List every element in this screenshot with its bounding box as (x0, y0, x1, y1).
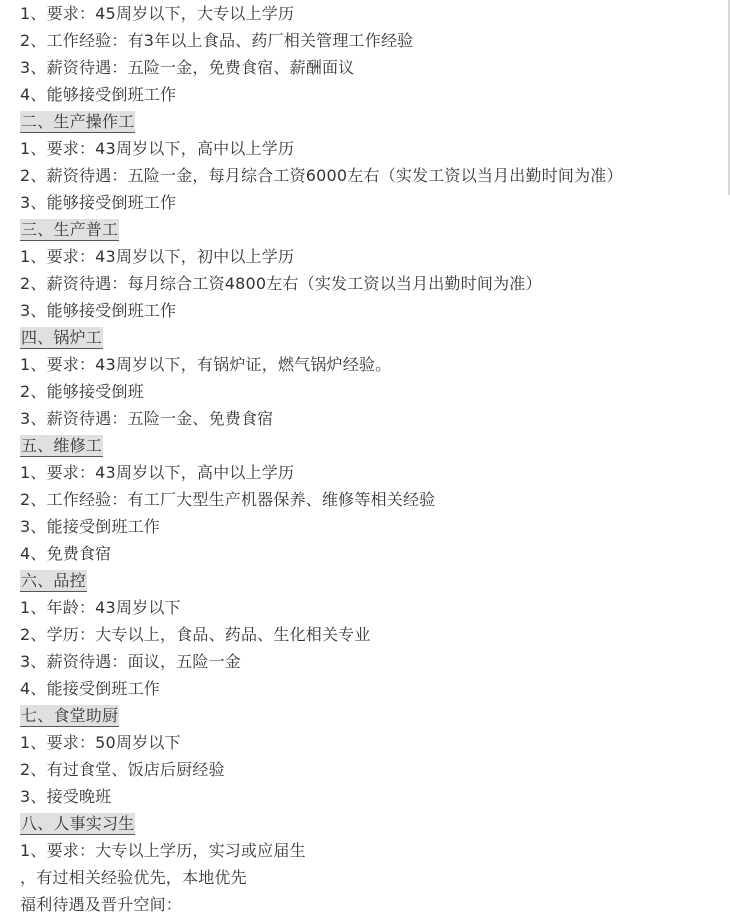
section-maintenance-worker (20, 432, 720, 567)
section-production-operator (20, 108, 720, 216)
list-item: 2、工作经验：有3年以上食品、药厂相关管理工作经验 (20, 31, 414, 50)
section-kitchen-assistant (20, 702, 720, 810)
list-item: 3、薪资待遇：五险一金、免费食宿 (20, 409, 274, 428)
list-item: 2、能够接受倒班 (20, 382, 144, 401)
section-management (20, 0, 720, 108)
list-item: 1、要求：43周岁以下，初中以上学历 (20, 247, 295, 266)
section-heading: 二、生产操作工 (21, 112, 135, 131)
section-production-worker (20, 216, 720, 324)
list-item: 3、能够接受倒班工作 (20, 193, 177, 212)
list-item: 4、能够接受倒班工作 (20, 85, 177, 104)
section-heading: 五、维修工 (21, 436, 103, 455)
list-item: 3、能够接受倒班工作 (20, 301, 177, 320)
list-item: 2、薪资待遇：五险一金，每月综合工资6000左右（实发工资以当月出勤时间为准） (20, 166, 623, 185)
section-quality-control (20, 567, 720, 702)
section-heading: 六、品控 (21, 571, 86, 590)
list-item: 3、接受晚班 (20, 787, 112, 806)
list-item: 1、要求：大专以上学历，实习或应届生 (20, 841, 306, 860)
list-item: 3、能接受倒班工作 (20, 517, 160, 536)
list-item: 1、要求：45周岁以下，大专以上学历 (20, 4, 295, 23)
list-item: 4、免费食宿 (20, 544, 112, 563)
list-item: 3、薪资待遇：面议，五险一金 (20, 652, 241, 671)
section-heading: 四、锅炉工 (21, 328, 103, 347)
list-item: 2、工作经验：有工厂大型生产机器保养、维修等相关经验 (20, 490, 436, 509)
list-item: 1、要求：43周岁以下，高中以上学历 (20, 139, 295, 158)
list-item: 4、能接受倒班工作 (20, 679, 160, 698)
list-item: 2、有过食堂、饭店后厨经验 (20, 760, 225, 779)
section-heading: 七、食堂助厨 (21, 706, 119, 725)
section-boiler-worker (20, 324, 720, 432)
list-item: 1、要求：43周岁以下，高中以上学历 (20, 463, 295, 482)
section-hr-intern (20, 810, 720, 891)
list-item: 2、学历：大专以上，食品、药品、生化相关专业 (20, 625, 371, 644)
list-item: 3、薪资待遇：五险一金，免费食宿、薪酬面议 (20, 58, 355, 77)
benefits-footer: 福利待遇及晋升空间： (20, 895, 183, 914)
section-heading: 八、人事实习生 (21, 814, 135, 833)
list-item: 1、年龄：43周岁以下 (20, 598, 181, 617)
job-posting-document (20, 0, 720, 918)
list-item: 1、要求：43周岁以下，有锅炉证，燃气锅炉经验。 (20, 355, 392, 374)
section-heading: 三、生产普工 (21, 220, 119, 239)
list-item: ，有过相关经验优先，本地优先 (20, 868, 247, 887)
list-item: 1、要求：50周岁以下 (20, 733, 181, 752)
list-item: 2、薪资待遇：每月综合工资4800左右（实发工资以当月出勤时间为准） (20, 274, 542, 293)
